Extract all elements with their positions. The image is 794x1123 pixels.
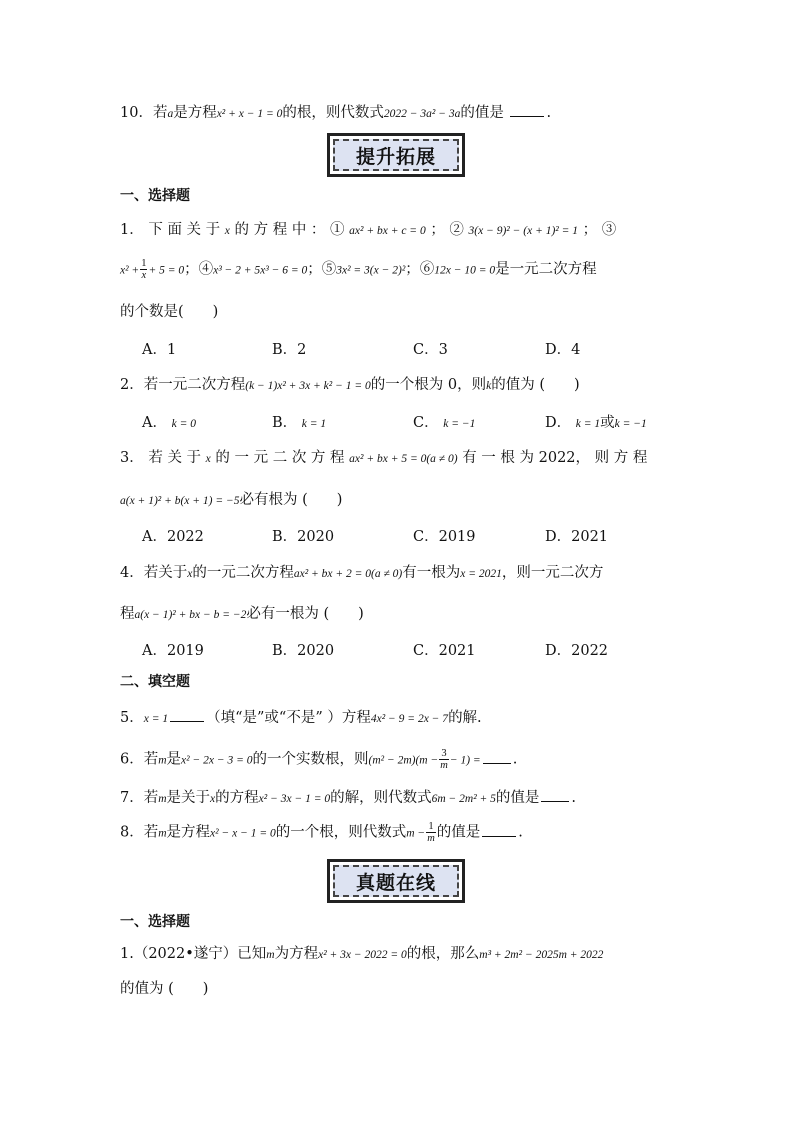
real-problem-1-line-2: 的值为 ( ) (120, 981, 209, 997)
answer-blank[interactable] (170, 709, 204, 722)
answer-blank[interactable] (482, 824, 516, 837)
section-heading-fill: 二、填空题 (120, 674, 190, 690)
section-heading-choice-2: 一、选择题 (120, 914, 190, 930)
fraction: $\frac{1}{m}$ (427, 821, 435, 844)
problem-7: 7．若m是关于x的方程x² − 3x − 1 = 0的解，则代数式6m − 2m² + 5的值是 . (120, 790, 577, 806)
problem-4-line-2: 程a(x − 1)² + bx − b = −2必有一根为 ( ) (120, 606, 364, 622)
option-b[interactable]: B． k = 1 (272, 415, 327, 431)
option-d[interactable]: D． k = 1或k = −1 (545, 415, 647, 431)
fraction: $\frac{1}{x}$ (141, 258, 147, 281)
option-b[interactable]: B．2020 (272, 529, 335, 545)
problem-4-line-1: 4．若关于x的一元二次方程ax² + bx + 2 = 0(a ≠ 0)有一根为x = 2021，则一元二次方 (120, 565, 604, 581)
problem-3-line-1: 3． 若 关 于 x 的 一 元 二 次 方 程 ax² + bx + 5 = 0(a ≠ 0) 有 一 根 为 2022， 则 方 程 (120, 450, 648, 466)
option-b[interactable]: B．2 (272, 342, 307, 358)
real-problem-1-line-1: 1.（2022•遂宁）已知m为方程x² + 3x − 2022 = 0的根，那么m³ + 2m² − 2025m + 2022 (120, 946, 604, 962)
option-c[interactable]: C．2019 (413, 529, 476, 545)
section-banner-real-exams: 真题在线 (327, 859, 465, 903)
option-c[interactable]: C．2021 (413, 643, 476, 659)
option-d[interactable]: D．4 (545, 342, 581, 358)
option-b[interactable]: B．2020 (272, 643, 335, 659)
problem-3-line-2: a(x + 1)² + b(x + 1) = −5必有根为 ( ) (120, 492, 343, 508)
fraction: $\frac{3}{m}$ (440, 748, 448, 771)
option-d[interactable]: D．2022 (545, 643, 609, 659)
problem-1-line-1: 1． 下 面 关 于 x 的 方 程 中 ： ① ax² + bx + c = 0 ； ② 3(x − 9)² − (x + 1)² = 1 ； ③ (120, 222, 617, 238)
option-a[interactable]: A．1 (142, 342, 177, 358)
problem-6: 6．若m是x² − 2x − 3 = 0的一个实数根，则(m² − 2m)(m − $\frac{3}{m}$ − 1) = . (120, 748, 518, 771)
option-a[interactable]: A． k = 0 (142, 415, 196, 431)
question-10: 10．若a是方程x² + x − 1 = 0的根，则代数式2022 − 3a² − 3a的值是 . (120, 105, 552, 121)
problem-5: 5．x = 1 （填“是”或“不是” ）方程4x² − 9 = 2x − 7的解. (120, 710, 482, 726)
option-a[interactable]: A．2022 (142, 529, 204, 545)
problem-1-line-2: x² + $\frac{1}{x}$ + 5 = 0；④x³ − 2 + 5x³ − 6 = 0；⑤3x² = 3(x − 2)²；⑥12x − 10 = 0是一元二次方程 (120, 258, 597, 281)
option-c[interactable]: C． k = −1 (413, 415, 476, 431)
answer-blank[interactable] (541, 789, 569, 802)
option-d[interactable]: D．2021 (545, 529, 609, 545)
problem-2: 2．若一元二次方程(k − 1)x² + 3x + k² − 1 = 0的一个根为 0，则k的值为 ( ) (120, 377, 580, 393)
problem-1-line-3: 的个数是( ) (120, 304, 219, 320)
answer-blank[interactable] (483, 751, 511, 764)
answer-blank[interactable] (510, 104, 544, 117)
option-a[interactable]: A．2019 (142, 643, 204, 659)
problem-8: 8．若m是方程x² − x − 1 = 0的一个根，则代数式m − $\frac{1}{m}$ 的值是 . (120, 821, 523, 844)
section-banner-extension: 提升拓展 (327, 133, 465, 177)
option-c[interactable]: C．3 (413, 342, 448, 358)
section-heading-choice: 一、选择题 (120, 188, 190, 204)
